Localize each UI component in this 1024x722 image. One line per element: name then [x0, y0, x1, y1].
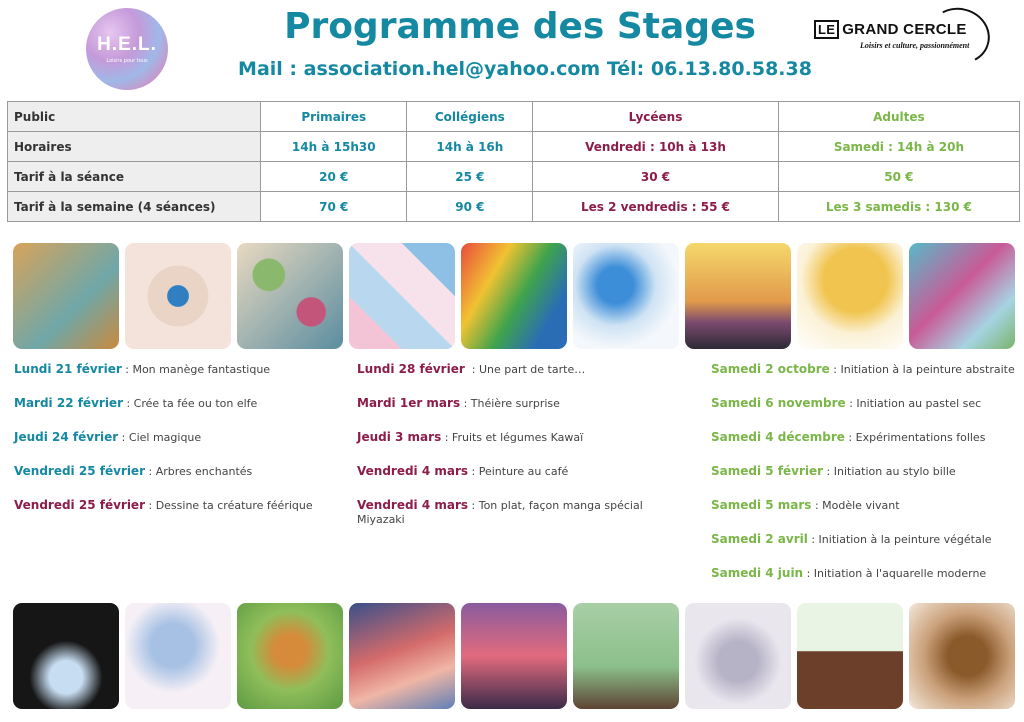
schedule-date: Samedi 5 février [711, 464, 824, 478]
schedule-activity: : Ciel magique [118, 431, 202, 444]
schedule-activity: : Ton plat, façon manga spécial Miyazaki [357, 499, 647, 526]
artwork-abstract-leaves-image [461, 243, 567, 349]
schedule-activity: : Initiation au pastel sec [845, 397, 982, 410]
price-table-cell: Samedi : 14h à 20h [778, 132, 1019, 162]
price-table-cell: 30 € [533, 162, 779, 192]
schedule-date: Jeudi 3 mars [357, 430, 442, 444]
price-table-cell: 50 € [778, 162, 1019, 192]
price-table-row-label: Public [8, 102, 261, 132]
schedule-activity: : Initiation à la peinture abstraite [829, 363, 1015, 376]
artwork-sunset-landscape-image [685, 243, 791, 349]
artwork-geometric-stained-glass-image [349, 243, 455, 349]
schedule-item [711, 362, 1023, 377]
schedule-activity: : Initiation au stylo bille [823, 465, 956, 478]
schedule-item [357, 498, 677, 527]
schedule-date: Jeudi 24 février [14, 430, 119, 444]
schedule-date: Vendredi 25 février [14, 498, 145, 512]
price-table-row-label: Tarif à la séance [8, 162, 261, 192]
price-table-row [8, 162, 1020, 192]
schedule-date: Samedi 6 novembre [711, 396, 846, 410]
schedule-activity: : Fruits et légumes Kawaï [441, 431, 584, 444]
grand-cercle-tagline: Loisirs et culture, passionnément [860, 41, 970, 50]
price-table-row-label: Horaires [8, 132, 261, 162]
schedule-adultes [711, 362, 1023, 592]
grand-cercle-logo [814, 20, 967, 39]
contact-line: Mail : association.hel@yahoo.com Tél: 06.13.80.58.38 [238, 58, 812, 80]
schedule-activity: : Initiation à l'aquarelle moderne [803, 567, 987, 580]
price-table-cell: Collégiens [407, 102, 533, 132]
grand-cercle-prefix: LE [814, 20, 839, 39]
schedule-date: Lundi 28 février [357, 362, 465, 376]
schedule-date: Lundi 21 février [14, 362, 122, 376]
schedule-item [14, 498, 344, 513]
price-table-cell: 25 € [407, 162, 533, 192]
price-table-row [8, 132, 1020, 162]
artwork-fairy-tree-image [237, 603, 343, 709]
price-table-row [8, 102, 1020, 132]
schedule-item [357, 464, 677, 479]
schedule-date: Vendredi 4 mars [357, 498, 469, 512]
price-table-cell: 14h à 15h30 [261, 132, 407, 162]
schedule-activity: : Théière surprise [460, 397, 560, 410]
schedule-item [711, 430, 1023, 445]
schedule-item [357, 362, 677, 377]
schedule-date: Vendredi 25 février [14, 464, 145, 478]
artwork-carousel-image [125, 603, 231, 709]
price-table [7, 101, 1020, 222]
price-table-cell: 70 € [261, 192, 407, 222]
artwork-mosaic-stones-image [237, 243, 343, 349]
schedule-activity: : Crée ta fée ou ton elfe [122, 397, 258, 410]
schedule-date: Vendredi 4 mars [357, 464, 469, 478]
artwork-eye-drawing-image [125, 243, 231, 349]
schedule-activity: : Une part de tarte… [464, 363, 586, 376]
schedule-date: Samedi 5 mars [711, 498, 812, 512]
schedule-activity: : Mon manège fantastique [121, 363, 271, 376]
artwork-figure-painting-image [13, 243, 119, 349]
schedule-primaires [14, 362, 344, 582]
schedule-item [357, 396, 677, 411]
price-table-cell: Lycéens [533, 102, 779, 132]
artwork-abstract-faces-image [909, 243, 1015, 349]
schedule-date: Samedi 4 juin [711, 566, 804, 580]
schedule-item [14, 430, 344, 445]
artwork-enchanted-tree-image [461, 603, 567, 709]
artwork-coffee-portrait-image [909, 603, 1015, 709]
price-table-row-label: Tarif à la semaine (4 séances) [8, 192, 261, 222]
price-table-cell: Vendredi : 10h à 13h [533, 132, 779, 162]
hel-logo-subtext: Loisirs pour tous [106, 58, 148, 64]
artwork-flying-creature-image [349, 603, 455, 709]
schedule-item [711, 498, 1023, 513]
schedule-item [14, 464, 344, 479]
schedule-item [711, 532, 1023, 547]
hel-logo [86, 8, 168, 90]
price-table-cell: Primaires [261, 102, 407, 132]
schedule-item [711, 566, 1023, 581]
price-table-cell: Les 2 vendredis : 55 € [533, 192, 779, 222]
schedule-date: Mardi 22 février [14, 396, 123, 410]
schedule-item [357, 430, 677, 445]
artwork-golden-tree-image [797, 243, 903, 349]
artwork-kawaii-vegetables-image [797, 603, 903, 709]
schedule-activity: : Peinture au café [468, 465, 569, 478]
page-title: Programme des Stages [284, 6, 756, 47]
artwork-teapot-house-image [685, 603, 791, 709]
schedule-activity: : Initiation à la peinture végétale [807, 533, 992, 546]
schedule-collegiens [357, 362, 677, 582]
schedule-date: Mardi 1er mars [357, 396, 461, 410]
artwork-forest-cake-image [573, 603, 679, 709]
price-table-cell: 14h à 16h [407, 132, 533, 162]
schedule-item [711, 464, 1023, 479]
schedule-date: Samedi 2 octobre [711, 362, 830, 376]
schedule-item [711, 396, 1023, 411]
schedule-date: Samedi 4 décembre [711, 430, 845, 444]
artwork-ink-splatter-image [573, 243, 679, 349]
schedule-activity: : Expérimentations folles [844, 431, 986, 444]
schedule-item [14, 396, 344, 411]
price-table-cell: 90 € [407, 192, 533, 222]
price-table-cell: Adultes [778, 102, 1019, 132]
schedule-date: Samedi 2 avril [711, 532, 808, 546]
schedule-item [14, 362, 344, 377]
hel-logo-text: H.E.L. [97, 34, 157, 55]
price-table-cell: 20 € [261, 162, 407, 192]
schedule-activity: : Dessine ta créature féérique [145, 499, 313, 512]
artwork-night-forest-image [13, 603, 119, 709]
grand-cercle-name: GRAND CERCLE [842, 21, 967, 38]
schedule-activity: : Arbres enchantés [145, 465, 253, 478]
price-table-cell: Les 3 samedis : 130 € [778, 192, 1019, 222]
schedule-activity: : Modèle vivant [811, 499, 900, 512]
price-table-row [8, 192, 1020, 222]
